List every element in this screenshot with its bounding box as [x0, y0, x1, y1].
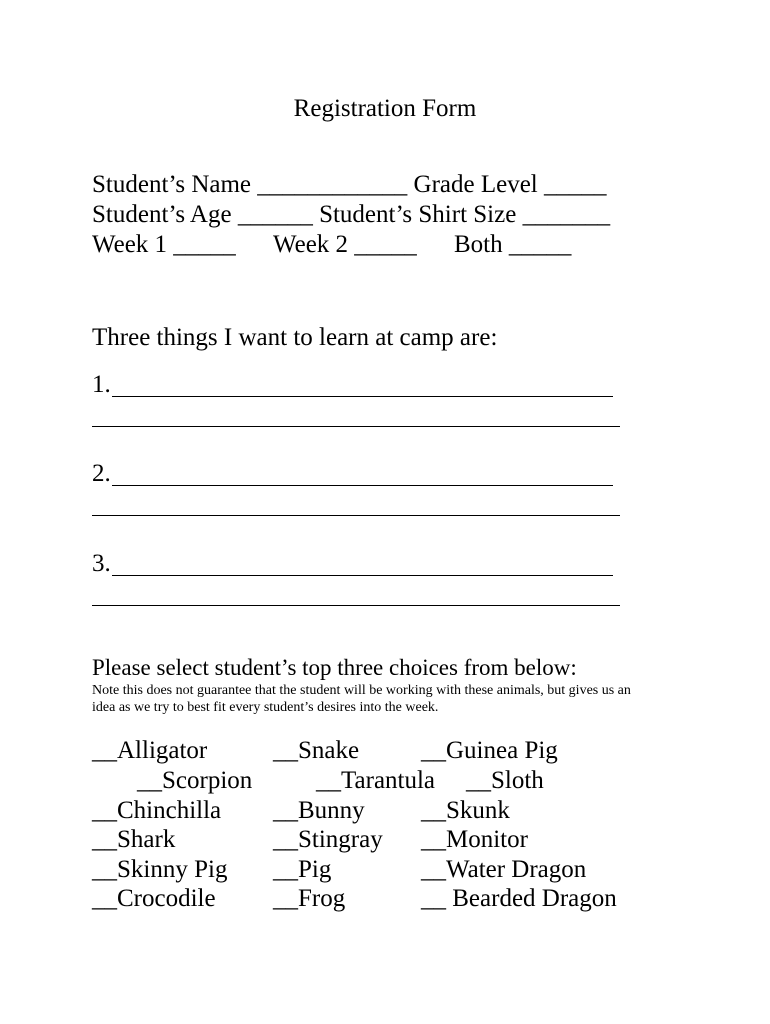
- learn-item-number-1: 1.: [92, 371, 111, 398]
- learn-answer-line-3a[interactable]: [112, 575, 613, 576]
- choices-note-line-2: idea as we try to best fit every student’s desires into the week.: [92, 700, 439, 715]
- week2-field[interactable]: Week 2 _____: [273, 231, 417, 258]
- choice-crocodile[interactable]: __Crocodile: [92, 885, 216, 912]
- choice-guinea-pig[interactable]: __Guinea Pig: [421, 737, 558, 764]
- choice-shark[interactable]: __Shark: [92, 826, 176, 853]
- choice-sloth[interactable]: __Sloth: [466, 767, 544, 794]
- choice-water-dragon[interactable]: __Water Dragon: [421, 856, 587, 883]
- learn-answer-line-3b[interactable]: [92, 605, 620, 606]
- choice-scorpion[interactable]: __Scorpion: [137, 767, 253, 794]
- learn-item-number-3: 3.: [92, 550, 111, 577]
- student-name-grade-line[interactable]: Student’s Name ____________ Grade Level _____: [92, 171, 607, 198]
- learn-answer-line-1a[interactable]: [112, 396, 613, 397]
- choice-chinchilla[interactable]: __Chinchilla: [92, 797, 222, 824]
- learn-item-number-2: 2.: [92, 460, 111, 487]
- choice-bunny[interactable]: __Bunny: [273, 797, 365, 824]
- choice-bearded-dragon[interactable]: __ Bearded Dragon: [421, 885, 617, 912]
- learn-answer-line-2b[interactable]: [92, 515, 620, 516]
- week1-field[interactable]: Week 1 _____: [92, 231, 236, 258]
- choice-tarantula[interactable]: __Tarantula: [316, 767, 436, 794]
- choice-alligator[interactable]: __Alligator: [92, 737, 208, 764]
- choice-pig[interactable]: __Pig: [273, 856, 332, 883]
- choices-note-line-1: Note this does not guarantee that the student will be working with these animals, but gives us an: [92, 683, 631, 698]
- learn-answer-line-2a[interactable]: [112, 485, 613, 486]
- choices-heading: Please select student’s top three choices from below:: [92, 655, 577, 680]
- learn-answer-line-1b[interactable]: [92, 426, 620, 427]
- choice-snake[interactable]: __Snake: [273, 737, 360, 764]
- student-age-shirt-line[interactable]: Student’s Age ______ Student’s Shirt Size _______: [92, 201, 611, 228]
- choice-frog[interactable]: __Frog: [273, 885, 346, 912]
- choice-skunk[interactable]: __Skunk: [421, 797, 510, 824]
- form-title: Registration Form: [293, 95, 477, 122]
- learn-heading: Three things I want to learn at camp are:: [92, 324, 498, 351]
- both-field[interactable]: Both _____: [454, 231, 572, 258]
- choice-monitor[interactable]: __Monitor: [421, 826, 528, 853]
- choice-stingray[interactable]: __Stingray: [273, 826, 383, 853]
- choice-skinny-pig[interactable]: __Skinny Pig: [92, 856, 228, 883]
